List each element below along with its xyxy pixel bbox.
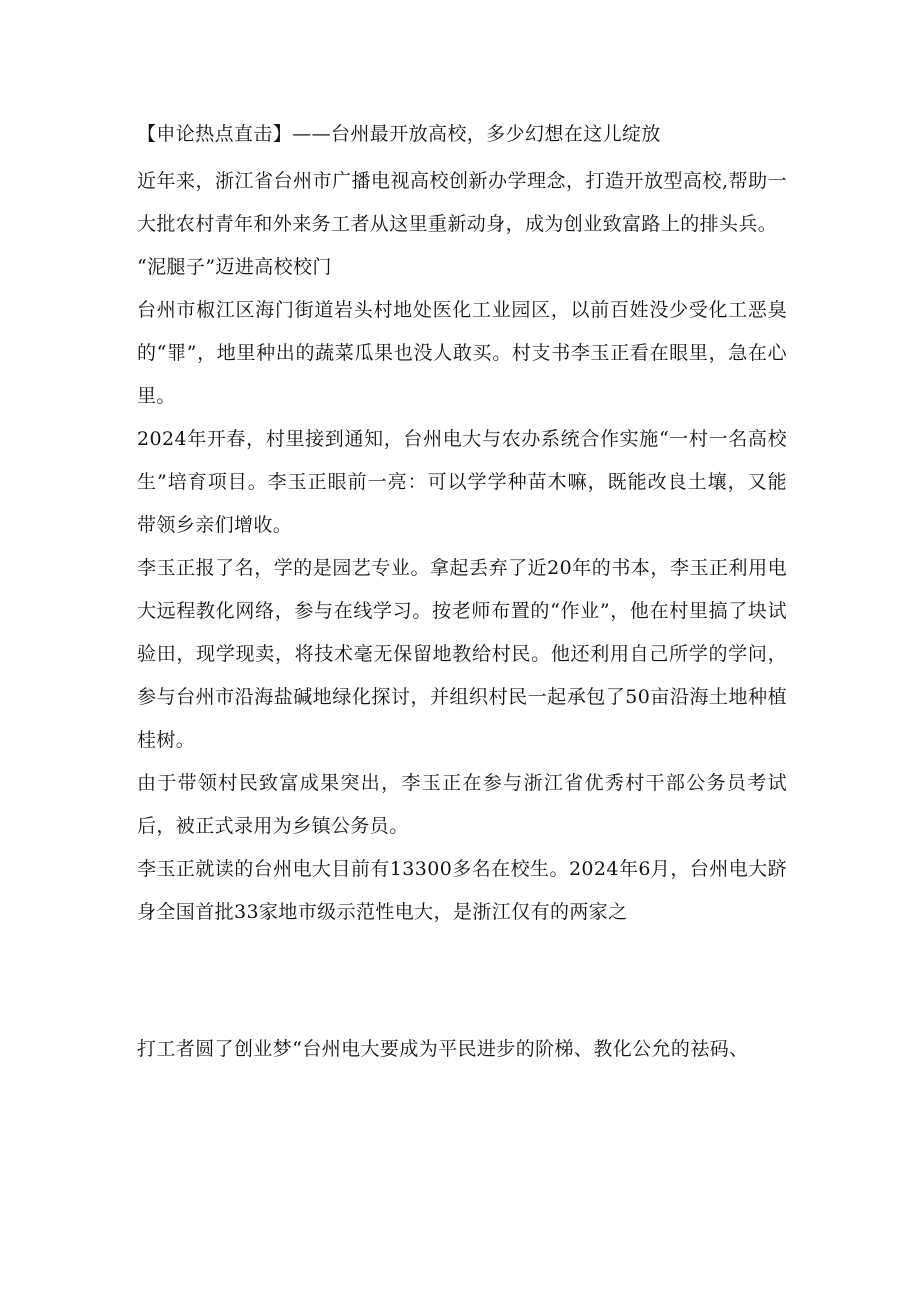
paragraph-worker: 打工者圆了创业梦“台州电大要成为平民进步的阶梯、教化公允的祛码、 [137, 1038, 749, 1060]
paragraph-enrollment: 李玉正就读的台州电大目前有13300多名在校生。2024年6月，台州电大跻身全国首批33家地市级示范性电大，是浙江仅有的两家之 [137, 858, 787, 923]
paragraph-study: 李玉正报了名，学的是园艺专业。拿起丢弃了近20年的书本，李玉正利用电大远程教化网络，参与在线学习。按老师布置的“作业”，他在村里搞了块试验田，现学现卖，将技术毫无保留地教给村民。他还利用自己所学的学问，参与台州市沿海盐碱地绿化探讨，并组织村民一起承包了50亩沿海土地种植桂树。 [137, 557, 787, 751]
paragraph-gap [137, 934, 787, 1028]
paragraph-intro: 近年来，浙江省台州市广播电视高校创新办学理念，打造开放型高校,帮助一大批农村青年和外来务工者从这里重新动身，成为创业致富路上的排头兵。 [137, 170, 787, 235]
section-heading: “泥腿子”迈进高校校门 [137, 256, 332, 278]
document-title: 【申论热点直击】——台州最开放高校，多少幻想在这儿绽放 [137, 123, 661, 145]
paragraph-project: 2024年开春，村里接到通知，台州电大与农办系统合作实施“一村一名高校生”培育项目。李玉正眼前一亮：可以学学种苗木嘛，既能改良土壤，又能带领乡亲们增收。 [137, 428, 787, 536]
paragraph-result: 由于带领村民致富成果突出，李玉正在参与浙江省优秀村干部公务员考试后，被正式录用为乡镇公务员。 [137, 772, 787, 837]
paragraph-village: 台州市椒江区海门街道岩头村地处医化工业园区，以前百姓没少受化工恶臭的“罪”，地里种出的蔬菜瓜果也没人敢买。村支书李玉正看在眼里，急在心里。 [137, 299, 787, 407]
document-page [137, 116, 787, 1071]
